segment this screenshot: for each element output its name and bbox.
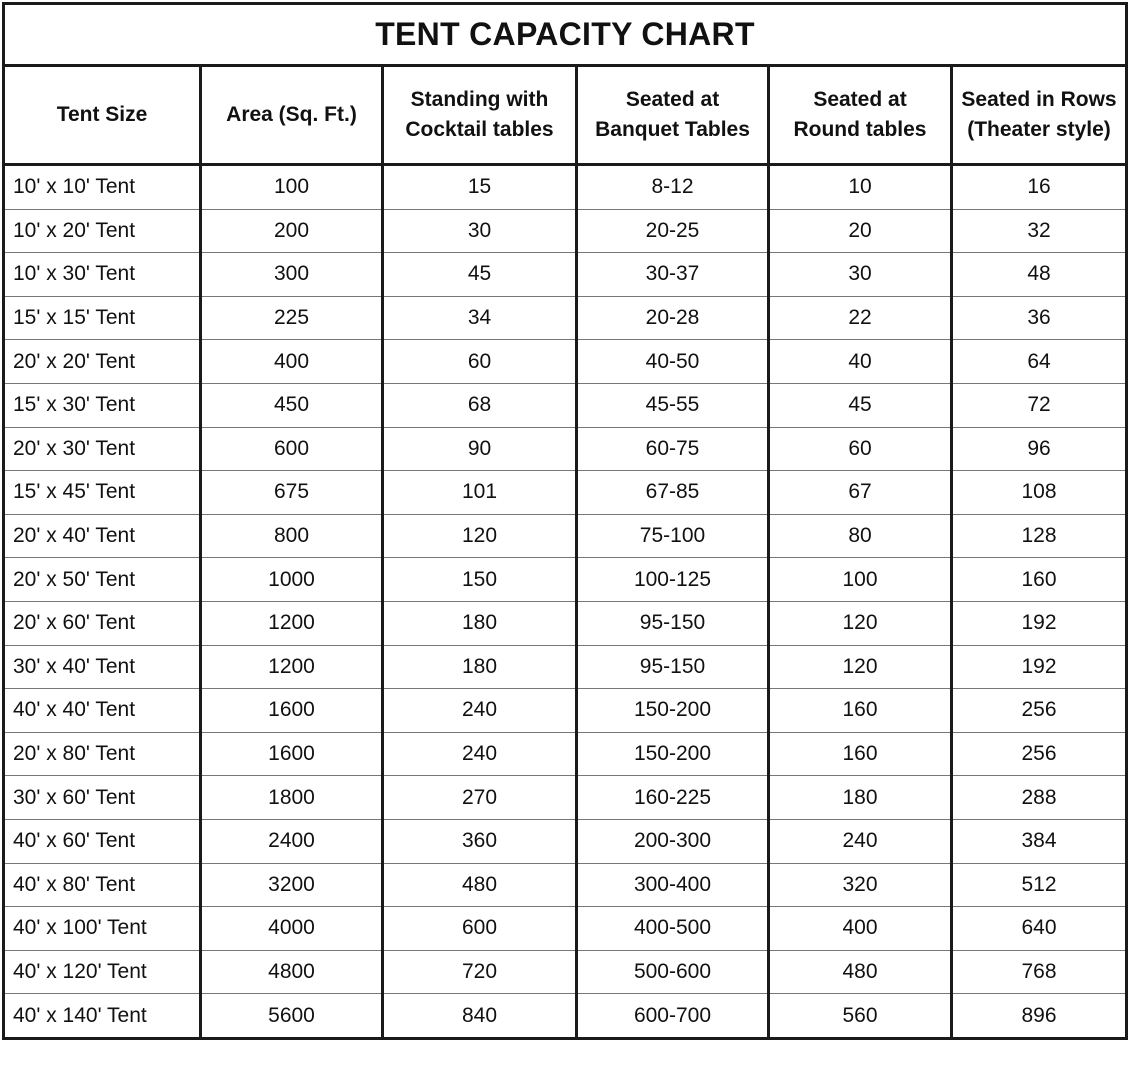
table-row <box>5 383 1125 427</box>
cell-theater: 896 <box>952 994 1126 1037</box>
cell-standing: 101 <box>383 471 577 515</box>
cell-tent-size: 20' x 60' Tent <box>5 601 201 645</box>
cell-tent-size: 40' x 40' Tent <box>5 689 201 733</box>
cell-standing: 720 <box>383 950 577 994</box>
cell-tent-size: 10' x 30' Tent <box>5 253 201 297</box>
table-row <box>5 427 1125 471</box>
header-area <box>201 67 383 165</box>
cell-banquet: 30-37 <box>577 253 769 297</box>
cell-banquet: 160-225 <box>577 776 769 820</box>
cell-banquet: 95-150 <box>577 601 769 645</box>
cell-tent-size: 40' x 100' Tent <box>5 907 201 951</box>
cell-banquet: 150-200 <box>577 689 769 733</box>
cell-tent-size: 15' x 30' Tent <box>5 383 201 427</box>
cell-standing: 68 <box>383 383 577 427</box>
cell-banquet: 100-125 <box>577 558 769 602</box>
table-row <box>5 209 1125 253</box>
cell-standing: 150 <box>383 558 577 602</box>
cell-theater: 256 <box>952 732 1126 776</box>
cell-theater: 128 <box>952 514 1126 558</box>
cell-tent-size: 40' x 120' Tent <box>5 950 201 994</box>
cell-standing: 360 <box>383 819 577 863</box>
header-line: Standing with <box>410 88 549 111</box>
cell-round: 120 <box>769 645 952 689</box>
cell-standing: 180 <box>383 645 577 689</box>
cell-tent-size: 15' x 15' Tent <box>5 296 201 340</box>
cell-tent-size: 40' x 80' Tent <box>5 863 201 907</box>
cell-tent-size: 40' x 140' Tent <box>5 994 201 1037</box>
cell-tent-size: 30' x 40' Tent <box>5 645 201 689</box>
cell-banquet: 300-400 <box>577 863 769 907</box>
cell-area: 800 <box>201 514 383 558</box>
cell-area: 1800 <box>201 776 383 820</box>
cell-tent-size: 15' x 45' Tent <box>5 471 201 515</box>
cell-theater: 16 <box>952 165 1126 210</box>
cell-theater: 32 <box>952 209 1126 253</box>
header-line: Cocktail tables <box>405 118 554 141</box>
cell-standing: 600 <box>383 907 577 951</box>
header-line: Area (Sq. Ft.) <box>226 103 357 126</box>
header-line: Round tables <box>793 118 927 141</box>
table-row <box>5 689 1125 733</box>
cell-tent-size: 20' x 30' Tent <box>5 427 201 471</box>
cell-banquet: 67-85 <box>577 471 769 515</box>
cell-round: 180 <box>769 776 952 820</box>
cell-standing: 30 <box>383 209 577 253</box>
cell-round: 240 <box>769 819 952 863</box>
cell-banquet: 95-150 <box>577 645 769 689</box>
table-row <box>5 471 1125 515</box>
cell-theater: 36 <box>952 296 1126 340</box>
table-row <box>5 732 1125 776</box>
cell-standing: 240 <box>383 732 577 776</box>
cell-area: 2400 <box>201 819 383 863</box>
header-seated-theater <box>952 67 1126 165</box>
cell-theater: 256 <box>952 689 1126 733</box>
cell-area: 1200 <box>201 601 383 645</box>
cell-tent-size: 20' x 40' Tent <box>5 514 201 558</box>
header-line: Seated in Rows <box>961 88 1117 111</box>
cell-tent-size: 40' x 60' Tent <box>5 819 201 863</box>
table-row <box>5 296 1125 340</box>
cell-banquet: 45-55 <box>577 383 769 427</box>
cell-area: 225 <box>201 296 383 340</box>
capacity-table <box>5 67 1125 1037</box>
cell-standing: 60 <box>383 340 577 384</box>
header-seated-banquet <box>577 67 769 165</box>
cell-theater: 768 <box>952 950 1126 994</box>
table-row <box>5 165 1125 210</box>
cell-tent-size: 20' x 80' Tent <box>5 732 201 776</box>
cell-area: 5600 <box>201 994 383 1037</box>
cell-theater: 96 <box>952 427 1126 471</box>
header-row <box>5 67 1125 165</box>
header-line: Tent Size <box>56 103 148 126</box>
cell-area: 450 <box>201 383 383 427</box>
cell-area: 1200 <box>201 645 383 689</box>
table-row <box>5 253 1125 297</box>
cell-theater: 288 <box>952 776 1126 820</box>
cell-theater: 72 <box>952 383 1126 427</box>
cell-round: 20 <box>769 209 952 253</box>
table-row <box>5 514 1125 558</box>
cell-standing: 270 <box>383 776 577 820</box>
cell-round: 160 <box>769 732 952 776</box>
cell-round: 100 <box>769 558 952 602</box>
cell-banquet: 8-12 <box>577 165 769 210</box>
cell-banquet: 150-200 <box>577 732 769 776</box>
cell-area: 3200 <box>201 863 383 907</box>
cell-tent-size: 10' x 20' Tent <box>5 209 201 253</box>
cell-banquet: 600-700 <box>577 994 769 1037</box>
cell-standing: 15 <box>383 165 577 210</box>
table-row <box>5 645 1125 689</box>
table-row <box>5 340 1125 384</box>
cell-tent-size: 20' x 50' Tent <box>5 558 201 602</box>
cell-standing: 840 <box>383 994 577 1037</box>
table-row <box>5 776 1125 820</box>
cell-theater: 384 <box>952 819 1126 863</box>
cell-area: 1000 <box>201 558 383 602</box>
cell-standing: 90 <box>383 427 577 471</box>
cell-round: 30 <box>769 253 952 297</box>
cell-area: 1600 <box>201 732 383 776</box>
cell-area: 4800 <box>201 950 383 994</box>
cell-theater: 512 <box>952 863 1126 907</box>
header-standing-cocktail <box>383 67 577 165</box>
cell-round: 60 <box>769 427 952 471</box>
cell-area: 300 <box>201 253 383 297</box>
header-tent-size <box>5 67 201 165</box>
cell-round: 560 <box>769 994 952 1037</box>
cell-banquet: 75-100 <box>577 514 769 558</box>
cell-area: 100 <box>201 165 383 210</box>
table-row <box>5 994 1125 1037</box>
cell-banquet: 40-50 <box>577 340 769 384</box>
cell-round: 120 <box>769 601 952 645</box>
cell-theater: 48 <box>952 253 1126 297</box>
cell-standing: 34 <box>383 296 577 340</box>
cell-theater: 192 <box>952 601 1126 645</box>
cell-round: 67 <box>769 471 952 515</box>
cell-banquet: 400-500 <box>577 907 769 951</box>
cell-area: 400 <box>201 340 383 384</box>
cell-round: 40 <box>769 340 952 384</box>
cell-theater: 192 <box>952 645 1126 689</box>
cell-round: 10 <box>769 165 952 210</box>
cell-theater: 640 <box>952 907 1126 951</box>
chart-title: TENT CAPACITY CHART <box>5 5 1125 67</box>
table-row <box>5 601 1125 645</box>
cell-theater: 160 <box>952 558 1126 602</box>
cell-area: 200 <box>201 209 383 253</box>
table-body <box>5 165 1125 1037</box>
table-row <box>5 558 1125 602</box>
cell-round: 45 <box>769 383 952 427</box>
header-line: Banquet Tables <box>595 118 750 141</box>
cell-round: 22 <box>769 296 952 340</box>
cell-tent-size: 10' x 10' Tent <box>13 175 136 199</box>
cell-round: 80 <box>769 514 952 558</box>
cell-theater: 108 <box>952 471 1126 515</box>
table-row <box>5 950 1125 994</box>
cell-round: 320 <box>769 863 952 907</box>
cell-tent-size: 30' x 60' Tent <box>5 776 201 820</box>
table-row <box>5 819 1125 863</box>
cell-banquet: 500-600 <box>577 950 769 994</box>
cell-standing: 120 <box>383 514 577 558</box>
header-seated-round <box>769 67 952 165</box>
cell-banquet: 60-75 <box>577 427 769 471</box>
cell-standing: 180 <box>383 601 577 645</box>
cell-round: 480 <box>769 950 952 994</box>
cell-area: 675 <box>201 471 383 515</box>
cell-tent-size: 20' x 20' Tent <box>5 340 201 384</box>
cell-standing: 45 <box>383 253 577 297</box>
table-row <box>5 863 1125 907</box>
cell-area: 1600 <box>201 689 383 733</box>
header-line: Seated at <box>813 88 907 111</box>
cell-round: 400 <box>769 907 952 951</box>
cell-standing: 240 <box>383 689 577 733</box>
header-line: (Theater style) <box>967 118 1111 141</box>
cell-theater: 64 <box>952 340 1126 384</box>
cell-banquet: 20-25 <box>577 209 769 253</box>
cell-banquet: 20-28 <box>577 296 769 340</box>
cell-area: 4000 <box>201 907 383 951</box>
cell-area: 600 <box>201 427 383 471</box>
cell-banquet: 200-300 <box>577 819 769 863</box>
header-line: Seated at <box>625 88 720 111</box>
cell-round: 160 <box>769 689 952 733</box>
cell-standing: 480 <box>383 863 577 907</box>
tent-capacity-chart <box>2 2 1128 1040</box>
table-row <box>5 907 1125 951</box>
